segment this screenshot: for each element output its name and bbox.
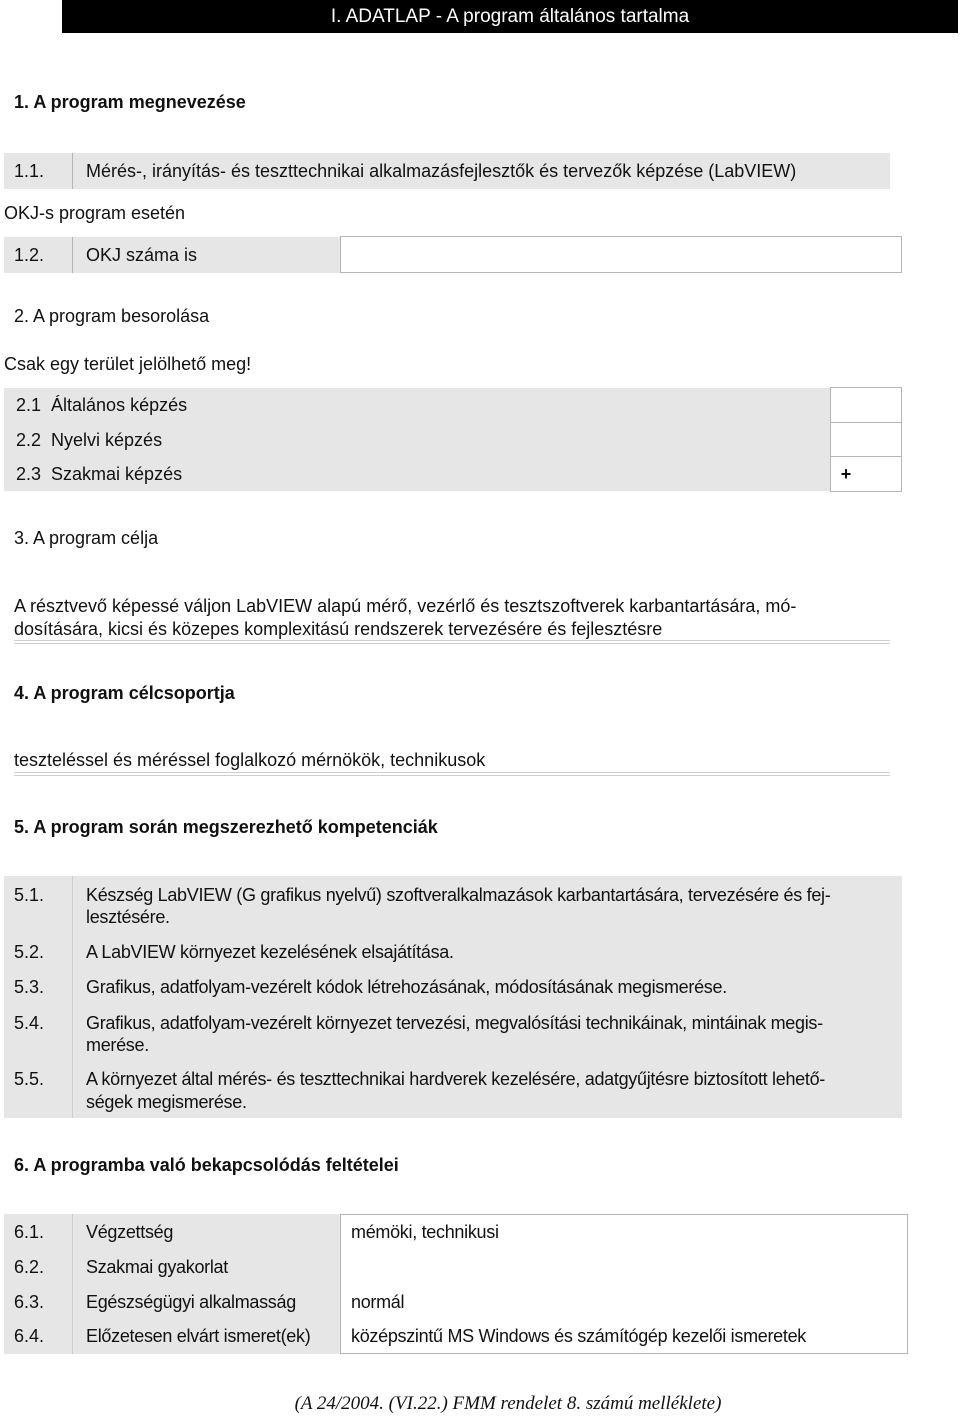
row-1-2-divider [72,237,73,273]
requirement-6-1-value: mémöki, technikusi [351,1222,499,1242]
footer-reference: (A 24/2004. (VI.22.) FMM rendelet 8. számú melléklete) [294,1393,722,1414]
competencies-divider [72,876,73,1118]
competency-5-2-text: A LabVIEW környezet kezelésének elsajátítása. [86,942,454,962]
goal-text-line-2: dosítására, kicsi és közepes komplexitású rendszerek tervezésére és fejlesztésre [14,619,663,639]
classification-professional: 2.3 Szakmai képzés [16,464,183,484]
competency-5-1-number: 5.1. [14,885,45,905]
competency-5-5-line-2: ségek megismerése. [86,1092,247,1112]
section-3-heading: 3. A program célja [14,528,159,548]
section-6-heading: 6. A programba való bekapcsolódás feltételei [14,1155,399,1175]
competency-5-1-line-1: Készség LabVIEW (G grafikus nyelvű) szoftveralkalmazások karbantartására, tervezésére és fej- [86,885,831,905]
requirement-6-2-number: 6.2. [14,1257,45,1277]
row-1-2-number: 1.2. [14,245,45,265]
okj-number-field[interactable] [340,236,902,273]
competency-5-2-number: 5.2. [14,942,45,962]
mark-divider-1 [830,422,902,423]
requirement-6-4-value: középszintű MS Windows és számítógép kezelői ismeretek [351,1326,806,1346]
requirement-6-3-number: 6.3. [14,1292,45,1312]
row-1-1-text: Mérés-, irányítás- és teszttechnikai alkalmazásfejlesztők és tervezők képzése (LabVIEW) [86,161,797,181]
requirement-6-1-label: Végzettség [86,1222,174,1242]
competency-5-3-text: Grafikus, adatfolyam-vezérelt kódok létrehozásának, módosításának megismerése. [86,977,727,997]
section-1-heading: 1. A program megnevezése [14,92,246,112]
target-group-text: teszteléssel és méréssel foglalkozó mérnökök, technikusok [14,750,486,770]
requirement-6-3-value: normál [351,1292,405,1312]
requirement-6-4-label: Előzetesen elvárt ismeret(ek) [86,1326,311,1346]
competency-5-1-line-2: lesztésére. [86,907,170,927]
mark-divider-2 [830,456,902,457]
requirements-divider [72,1214,73,1354]
competency-5-5-number: 5.5. [14,1069,45,1089]
competency-5-3-number: 5.3. [14,977,45,997]
competency-5-4-line-2: merése. [86,1035,149,1055]
goal-text-line-1: A résztvevő képessé váljon LabVIEW alapú mérő, vezérlő és tesztszoftverek karbantartására, mó- [14,596,797,616]
section-5-heading: 5. A program során megszerezhető kompetenciák [14,817,438,837]
requirement-6-1-number: 6.1. [14,1222,45,1242]
mark-professional-checkbox[interactable]: + [840,464,852,484]
classification-general: 2.1 Általános képzés [16,395,188,415]
requirement-6-4-number: 6.4. [14,1326,45,1346]
competency-5-4-line-1: Grafikus, adatfolyam-vezérelt környezet tervezési, megvalósítási technikáinak, mintáinak megis- [86,1013,823,1033]
row-1-1-continuation: OKJ-s program esetén [4,203,186,223]
page-title: I. ADATLAP - A program általános tartalma [62,0,958,33]
section-4-heading: 4. A program célcsoportja [14,683,235,703]
target-group-underline [14,772,890,776]
row-1-1-number: 1.1. [14,161,45,181]
competency-5-5-line-1: A környezet által mérés- és teszttechnikai hardverek kezelésére, adatgyűjtésre biztosított lehető- [86,1069,825,1089]
section-2-heading: 2. A program besorolása [14,306,210,326]
row-1-1-divider [72,153,73,189]
competency-5-4-number: 5.4. [14,1013,45,1033]
goal-underline [14,640,890,644]
requirement-6-2-label: Szakmai gyakorlat [86,1257,228,1277]
requirement-6-3-label: Egészségügyi alkalmasság [86,1292,296,1312]
row-1-2-label: OKJ száma is [86,245,198,265]
section-2-note: Csak egy terület jelölhető meg! [4,354,252,374]
classification-language: 2.2 Nyelvi képzés [16,430,163,450]
